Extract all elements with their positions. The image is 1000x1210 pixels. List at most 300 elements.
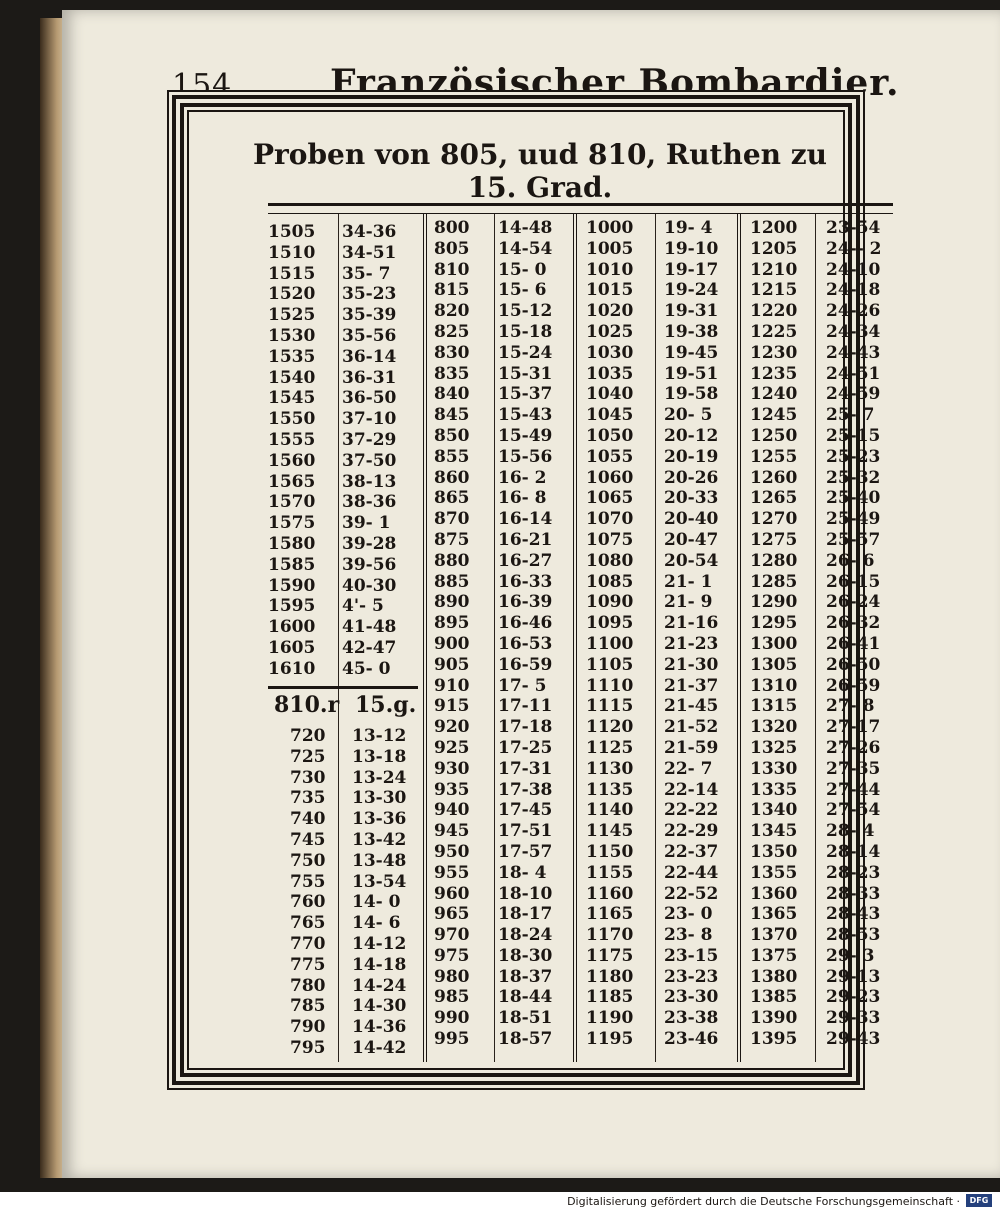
time-cell: 39-28 <box>342 533 397 554</box>
distance-cell: 1395 <box>750 1029 798 1050</box>
distance-cell: 1300 <box>750 633 798 654</box>
time-cell: 22-52 <box>664 883 719 904</box>
distance-cell: 1240 <box>750 384 798 405</box>
distance-cell: 1350 <box>750 841 798 862</box>
distance-cell: 1280 <box>750 550 798 571</box>
time-cell: 16-14 <box>498 509 553 530</box>
funding-notice: Digitalisierung gefördert durch die Deutsche Forschungsgemeinschaft · <box>567 1195 960 1208</box>
distance-cell: 775 <box>290 954 326 975</box>
time-cell: 25-57 <box>826 529 881 550</box>
distance-cell: 1005 <box>586 238 634 259</box>
distance-cell: 1135 <box>586 779 634 800</box>
time-cell: 42-47 <box>342 637 397 658</box>
time-cell: 21-23 <box>664 633 719 654</box>
distance-cell: 1370 <box>750 925 798 946</box>
time-cell: 17-38 <box>498 779 553 800</box>
distance-cell: 1305 <box>750 654 798 675</box>
time-cell: 17-57 <box>498 841 553 862</box>
time-cell: 21-59 <box>664 737 719 758</box>
time-cell: 13-30 <box>352 788 407 809</box>
distance-cell: 1540 <box>268 367 316 388</box>
distance-cell: 1020 <box>586 301 634 322</box>
time-cell: 13-18 <box>352 746 407 767</box>
distance-cell: 1345 <box>750 821 798 842</box>
distance-cell: 1320 <box>750 717 798 738</box>
time-cell: 23-38 <box>664 1008 719 1029</box>
time-cell: 19-58 <box>664 384 719 405</box>
time-cell: 18-10 <box>498 883 553 904</box>
distance-cell: 975 <box>434 945 470 966</box>
col3-time <box>664 218 718 1050</box>
distance-cell: 1000 <box>586 218 634 238</box>
distance-cell: 1100 <box>586 633 634 654</box>
distance-cell: 1570 <box>268 492 316 513</box>
time-cell: 24-34 <box>826 321 881 342</box>
time-cell: 29-23 <box>826 987 881 1008</box>
time-cell: 14- 0 <box>352 892 401 913</box>
time-cell: 24-10 <box>826 259 881 280</box>
distance-cell: 1580 <box>268 533 316 554</box>
time-cell: 39-56 <box>342 554 397 575</box>
time-cell: 13-12 <box>352 726 407 746</box>
time-cell: 15-31 <box>498 363 553 384</box>
time-cell: 15-18 <box>498 321 553 342</box>
distance-cell: 1025 <box>586 321 634 342</box>
time-cell: 25- 7 <box>826 405 875 426</box>
time-cell: 19-38 <box>664 321 719 342</box>
time-cell: 25-23 <box>826 446 881 467</box>
time-cell: 28-14 <box>826 841 881 862</box>
distance-cell: 890 <box>434 592 470 613</box>
distance-cell: 1600 <box>268 617 316 638</box>
distance-cell: 1545 <box>268 388 316 409</box>
time-cell: 36-31 <box>342 367 397 388</box>
distance-cell: 1325 <box>750 737 798 758</box>
distance-cell: 920 <box>434 717 470 738</box>
column-divider <box>338 214 339 1062</box>
distance-cell: 1065 <box>586 488 634 509</box>
time-cell: 14-48 <box>498 218 553 238</box>
col1-upper-distance <box>268 222 315 680</box>
time-cell: 24-- 2 <box>826 238 882 259</box>
distance-cell: 1035 <box>586 363 634 384</box>
table-title: Proben von 805, uud 810, Ruthen zu 15. Grad. <box>252 138 828 204</box>
time-cell: 15-56 <box>498 446 553 467</box>
distance-cell: 1155 <box>586 862 634 883</box>
column-divider <box>655 214 656 1062</box>
time-cell: 21-52 <box>664 717 719 738</box>
time-cell: 24-43 <box>826 342 881 363</box>
distance-cell: 1165 <box>586 904 634 925</box>
time-cell: 18-44 <box>498 987 553 1008</box>
time-cell: 25-32 <box>826 467 881 488</box>
col2-time <box>498 218 552 1050</box>
time-cell: 41-48 <box>342 617 397 638</box>
distance-cell: 1255 <box>750 446 798 467</box>
time-cell: 19-10 <box>664 238 719 259</box>
time-cell: 16-27 <box>498 550 553 571</box>
time-cell: 21- 1 <box>664 571 713 592</box>
distance-cell: 770 <box>290 933 326 954</box>
distance-cell: 1365 <box>750 904 798 925</box>
distance-cell: 1120 <box>586 717 634 738</box>
distance-cell: 1530 <box>268 325 316 346</box>
time-cell: 4'- 5 <box>342 596 384 617</box>
distance-cell: 1565 <box>268 471 316 492</box>
time-cell: 15- 6 <box>498 280 547 301</box>
time-cell: 26-50 <box>826 654 881 675</box>
time-cell: 28-33 <box>826 883 881 904</box>
time-cell: 29-43 <box>826 1029 881 1050</box>
distance-cell: 725 <box>290 746 326 767</box>
distance-cell: 1220 <box>750 301 798 322</box>
column-divider <box>494 214 495 1062</box>
distance-cell: 1090 <box>586 592 634 613</box>
time-cell: 15-24 <box>498 342 553 363</box>
column-divider-double <box>423 214 427 1062</box>
distance-cell: 1200 <box>750 218 798 238</box>
distance-cell: 1115 <box>586 696 634 717</box>
distance-cell: 1045 <box>586 405 634 426</box>
time-cell: 18-51 <box>498 1008 553 1029</box>
time-cell: 14-36 <box>352 1017 407 1038</box>
distance-cell: 1095 <box>586 613 634 634</box>
distance-cell: 965 <box>434 904 470 925</box>
time-cell: 38-36 <box>342 492 397 513</box>
time-cell: 23- 8 <box>664 925 713 946</box>
distance-cell: 870 <box>434 509 470 530</box>
column-divider <box>815 214 816 1062</box>
distance-cell: 1285 <box>750 571 798 592</box>
time-cell: 26-32 <box>826 613 881 634</box>
time-cell: 27-17 <box>826 717 881 738</box>
time-cell: 35-39 <box>342 305 397 326</box>
distance-cell: 1550 <box>268 409 316 430</box>
title-rule <box>268 203 893 206</box>
time-cell: 17-45 <box>498 800 553 821</box>
time-cell: 13-48 <box>352 850 407 871</box>
distance-cell: 755 <box>290 871 326 892</box>
distance-cell: 1250 <box>750 425 798 446</box>
time-cell: 15-37 <box>498 384 553 405</box>
distance-cell: 1030 <box>586 342 634 363</box>
distance-cell: 1375 <box>750 945 798 966</box>
time-cell: 26-24 <box>826 592 881 613</box>
time-cell: 22-14 <box>664 779 719 800</box>
distance-cell: 1190 <box>586 1008 634 1029</box>
time-cell: 17-18 <box>498 717 553 738</box>
time-cell: 16-59 <box>498 654 553 675</box>
distance-cell: 825 <box>434 321 470 342</box>
time-cell: 16- 2 <box>498 467 547 488</box>
time-cell: 28-53 <box>826 925 881 946</box>
distance-cell: 1230 <box>750 342 798 363</box>
time-cell: 20-19 <box>664 446 719 467</box>
distance-cell: 860 <box>434 467 470 488</box>
time-cell: 35- 7 <box>342 263 391 284</box>
distance-cell: 865 <box>434 488 470 509</box>
distance-cell: 800 <box>434 218 470 238</box>
distance-cell: 1010 <box>586 259 634 280</box>
distance-cell: 810 <box>434 259 470 280</box>
time-cell: 21-16 <box>664 613 719 634</box>
time-cell: 15-43 <box>498 405 553 426</box>
time-cell: 26-59 <box>826 675 881 696</box>
distance-cell: 990 <box>434 1008 470 1029</box>
dfg-logo: DFG <box>966 1194 992 1207</box>
distance-cell: 1510 <box>268 242 316 263</box>
time-cell: 15-12 <box>498 301 553 322</box>
distance-cell: 1520 <box>268 284 316 305</box>
time-cell: 19- 4 <box>664 218 713 238</box>
distance-cell: 945 <box>434 821 470 842</box>
time-cell: 28-43 <box>826 904 881 925</box>
time-cell: 25-49 <box>826 509 881 530</box>
time-cell: 27- 8 <box>826 696 875 717</box>
page-number: 154 <box>172 68 233 103</box>
time-cell: 18-24 <box>498 925 553 946</box>
time-cell: 24-26 <box>826 301 881 322</box>
col4-time <box>826 218 882 1050</box>
time-cell: 20- 5 <box>664 405 713 426</box>
distance-cell: 785 <box>290 996 326 1017</box>
time-cell: 37-29 <box>342 429 397 450</box>
time-cell: 22-22 <box>664 800 719 821</box>
sub-header-distance: 810.r <box>274 692 340 718</box>
distance-cell: 910 <box>434 675 470 696</box>
time-cell: 13-42 <box>352 829 407 850</box>
time-cell: 20-26 <box>664 467 719 488</box>
distance-cell: 1525 <box>268 305 316 326</box>
distance-cell: 1605 <box>268 637 316 658</box>
time-cell: 19-24 <box>664 280 719 301</box>
col1-lower-distance <box>290 726 326 1059</box>
distance-cell: 1105 <box>586 654 634 675</box>
distance-cell: 1040 <box>586 384 634 405</box>
time-cell: 29-13 <box>826 966 881 987</box>
time-cell: 16-46 <box>498 613 553 634</box>
col3-distance <box>586 218 633 1050</box>
time-cell: 20-47 <box>664 529 719 550</box>
distance-cell: 895 <box>434 613 470 634</box>
distance-cell: 780 <box>290 975 326 996</box>
distance-cell: 740 <box>290 809 326 830</box>
distance-cell: 1315 <box>750 696 798 717</box>
distance-cell: 840 <box>434 384 470 405</box>
distance-cell: 1150 <box>586 841 634 862</box>
distance-cell: 1085 <box>586 571 634 592</box>
column-divider-double <box>573 214 577 1062</box>
footer-bar <box>0 1192 1000 1210</box>
distance-cell: 1075 <box>586 529 634 550</box>
time-cell: 27-35 <box>826 758 881 779</box>
distance-cell: 875 <box>434 529 470 550</box>
distance-cell: 1015 <box>586 280 634 301</box>
distance-cell: 1130 <box>586 758 634 779</box>
time-cell: 18-57 <box>498 1029 553 1050</box>
distance-cell: 880 <box>434 550 470 571</box>
distance-cell: 980 <box>434 966 470 987</box>
time-cell: 13-24 <box>352 767 407 788</box>
distance-cell: 1360 <box>750 883 798 904</box>
distance-cell: 1560 <box>268 450 316 471</box>
col1-upper-time <box>342 222 396 680</box>
distance-cell: 985 <box>434 987 470 1008</box>
distance-cell: 1205 <box>750 238 798 259</box>
time-cell: 45- 0 <box>342 658 391 679</box>
distance-cell: 1585 <box>268 554 316 575</box>
distance-cell: 765 <box>290 913 326 934</box>
col1-lower-time <box>352 726 406 1059</box>
time-cell: 28- 4 <box>826 821 875 842</box>
distance-cell: 795 <box>290 1037 326 1058</box>
time-cell: 27-44 <box>826 779 881 800</box>
distance-cell: 1265 <box>750 488 798 509</box>
time-cell: 16-33 <box>498 571 553 592</box>
time-cell: 36-50 <box>342 388 397 409</box>
distance-cell: 915 <box>434 696 470 717</box>
time-cell: 34-36 <box>342 222 397 242</box>
time-cell: 29- 3 <box>826 945 875 966</box>
time-cell: 14-30 <box>352 996 407 1017</box>
distance-cell: 1270 <box>750 509 798 530</box>
distance-cell: 1160 <box>586 883 634 904</box>
distance-cell: 1215 <box>750 280 798 301</box>
distance-cell: 885 <box>434 571 470 592</box>
time-cell: 18-17 <box>498 904 553 925</box>
time-cell: 21-30 <box>664 654 719 675</box>
time-cell: 19-51 <box>664 363 719 384</box>
time-cell: 17-51 <box>498 821 553 842</box>
time-cell: 21-45 <box>664 696 719 717</box>
col4-distance <box>750 218 797 1050</box>
time-cell: 14-42 <box>352 1037 407 1058</box>
time-cell: 17- 5 <box>498 675 547 696</box>
time-cell: 14-18 <box>352 954 407 975</box>
time-cell: 35-56 <box>342 325 397 346</box>
time-cell: 23-15 <box>664 945 719 966</box>
time-cell: 26-41 <box>826 633 881 654</box>
time-cell: 27-54 <box>826 800 881 821</box>
distance-cell: 1590 <box>268 575 316 596</box>
time-cell: 18-37 <box>498 966 553 987</box>
time-cell: 20-33 <box>664 488 719 509</box>
time-cell: 19-45 <box>664 342 719 363</box>
distance-cell: 1180 <box>586 966 634 987</box>
distance-cell: 1225 <box>750 321 798 342</box>
time-cell: 25-40 <box>826 488 881 509</box>
time-cell: 23-30 <box>664 987 719 1008</box>
time-cell: 14-54 <box>498 238 553 259</box>
time-cell: 16-53 <box>498 633 553 654</box>
distance-cell: 735 <box>290 788 326 809</box>
distance-cell: 995 <box>434 1029 470 1050</box>
distance-cell: 1330 <box>750 758 798 779</box>
distance-cell: 955 <box>434 862 470 883</box>
time-cell: 26-15 <box>826 571 881 592</box>
time-cell: 13-54 <box>352 871 407 892</box>
distance-cell: 1295 <box>750 613 798 634</box>
distance-cell: 830 <box>434 342 470 363</box>
running-title: Französischer Bombardier. <box>330 62 900 104</box>
time-cell: 16-39 <box>498 592 553 613</box>
distance-cell: 1170 <box>586 925 634 946</box>
distance-cell: 805 <box>434 238 470 259</box>
time-cell: 14-24 <box>352 975 407 996</box>
time-cell: 20-54 <box>664 550 719 571</box>
time-cell: 39- 1 <box>342 513 391 534</box>
distance-cell: 905 <box>434 654 470 675</box>
distance-cell: 750 <box>290 850 326 871</box>
distance-cell: 1070 <box>586 509 634 530</box>
distance-cell: 1515 <box>268 263 316 284</box>
distance-cell: 1610 <box>268 658 316 679</box>
time-cell: 23- 0 <box>664 904 713 925</box>
time-cell: 14-12 <box>352 933 407 954</box>
time-cell: 37-10 <box>342 409 397 430</box>
col2-distance <box>434 218 470 1050</box>
time-cell: 34-51 <box>342 242 397 263</box>
time-cell: 24-59 <box>826 384 881 405</box>
time-cell: 36-14 <box>342 346 397 367</box>
distance-cell: 1060 <box>586 467 634 488</box>
time-cell: 20-12 <box>664 425 719 446</box>
distance-cell: 1055 <box>586 446 634 467</box>
distance-cell: 1535 <box>268 346 316 367</box>
distance-cell: 1355 <box>750 862 798 883</box>
time-cell: 16-21 <box>498 529 553 550</box>
distance-cell: 1260 <box>750 467 798 488</box>
column-divider-double <box>737 214 741 1062</box>
time-cell: 24-18 <box>826 280 881 301</box>
distance-cell: 1275 <box>750 529 798 550</box>
time-cell: 25-15 <box>826 425 881 446</box>
time-cell: 20-40 <box>664 509 719 530</box>
time-cell: 28-23 <box>826 862 881 883</box>
distance-cell: 1125 <box>586 737 634 758</box>
time-cell: 17-11 <box>498 696 553 717</box>
sub-header-rule <box>268 686 418 689</box>
distance-cell: 1310 <box>750 675 798 696</box>
distance-cell: 950 <box>434 841 470 862</box>
time-cell: 15-49 <box>498 425 553 446</box>
distance-cell: 1050 <box>586 425 634 446</box>
time-cell: 23-46 <box>664 1029 719 1050</box>
distance-cell: 1245 <box>750 405 798 426</box>
time-cell: 19-31 <box>664 301 719 322</box>
distance-cell: 1385 <box>750 987 798 1008</box>
time-cell: 18-30 <box>498 945 553 966</box>
distance-cell: 720 <box>290 726 326 746</box>
distance-cell: 730 <box>290 767 326 788</box>
time-cell: 18- 4 <box>498 862 547 883</box>
time-cell: 14- 6 <box>352 913 401 934</box>
distance-cell: 845 <box>434 405 470 426</box>
distance-cell: 820 <box>434 301 470 322</box>
time-cell: 23-54 <box>826 218 881 238</box>
distance-cell: 1595 <box>268 596 316 617</box>
distance-cell: 1235 <box>750 363 798 384</box>
time-cell: 37-50 <box>342 450 397 471</box>
distance-cell: 1335 <box>750 779 798 800</box>
distance-cell: 1505 <box>268 222 316 242</box>
time-cell: 23-23 <box>664 966 719 987</box>
time-cell: 40-30 <box>342 575 397 596</box>
distance-cell: 1185 <box>586 987 634 1008</box>
distance-cell: 970 <box>434 925 470 946</box>
time-cell: 15- 0 <box>498 259 547 280</box>
time-cell: 17-25 <box>498 737 553 758</box>
